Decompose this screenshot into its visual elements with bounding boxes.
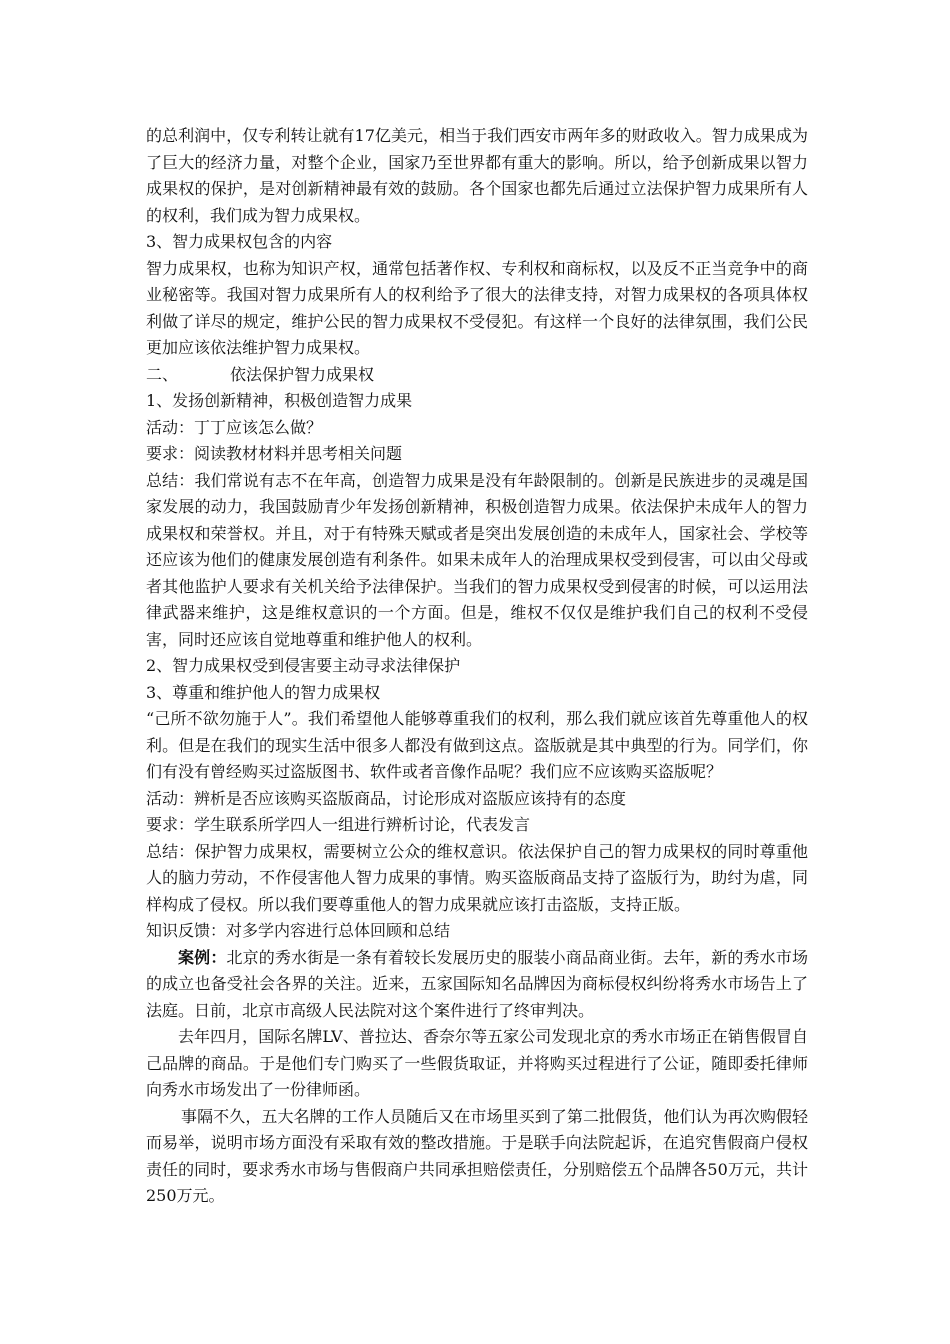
- section-title: 依法保护智力成果权: [230, 364, 375, 384]
- paragraph-piracy: “己所不欲勿施于人”。我们希望他人能够尊重我们的权利，那么我们就应该首先尊重他人的权利。但是在我们的现实生活中很多人都没有做到这点。盗版就是其中典型的行为。同学们，你们有没有曾经购买过盗版图书、软件或者音像作品呢？我们应不应该购买盗版呢？: [146, 709, 808, 781]
- knowledge-feedback: 知识反馈：对多学内容进行总体回顾和总结: [146, 921, 451, 940]
- case-paragraph-1: [146, 945, 808, 1025]
- heading-legal-protection: 2、智力成果权受到侵害要主动寻求法律保护: [146, 656, 461, 675]
- requirement-line-1: 要求：阅读教材材料并思考相关问题: [146, 444, 403, 463]
- case-paragraph-2: 去年四月，国际名牌LV、普拉达、香奈尔等五家公司发现北京的秀水市场正在销售假冒自己品牌的商品。于是他们专门购买了一些假货取证，并将购买过程进行了公证，随即委托律师向秀水市场发出了一份律师函。: [146, 1027, 808, 1099]
- case-text: 北京的秀水街是一条有着较长发展历史的服装小商品商业街。去年，新的秀水市场的成立也备受社会各界的关注。近来，五家国际知名品牌因为商标侵权纠纷将秀水市场告上了法庭。日前，北京市高级人民法院对这个案件进行了终审判决。: [146, 947, 808, 1020]
- activity-line-2: 活动：辨析是否应该购买盗版商品，讨论形成对盗版应该持有的态度: [146, 788, 627, 808]
- case-paragraph-3: 事隔不久，五大名牌的工作人员随后又在市场里买到了第二批假货，他们认为再次购假轻而易举，说明市场方面没有采取有效的整改措施。于是联手向法院起诉，在追究售假商户侵权责任的同时，要求秀水市场与售假商户共同承担赔偿责任，分别赔偿五个品牌各50万元，共计250万元。: [146, 1106, 808, 1205]
- activity-line-1: 活动：丁丁应该怎么做？: [146, 417, 323, 437]
- requirement-line-2: 要求：学生联系所学四人一组进行辨析讨论，代表发言: [146, 815, 531, 834]
- heading-rights-content: 3、智力成果权包含的内容: [146, 232, 333, 251]
- section-heading-two: [146, 362, 808, 389]
- section-number: 二、: [146, 364, 179, 384]
- heading-respect-others: 3、尊重和维护他人的智力成果权: [146, 682, 381, 702]
- paragraph-intellectual-achievements: 的总利润中，仅专利转让就有17亿美元，相当于我们西安市两年多的财政收入。智力成果成为了巨大的经济力量，对整个企业，国家乃至世界都有重大的影响。所以，给予创新成果以智力成果权的保护，是对创新精神最有效的鼓励。各个国家也都先后通过立法保护智力成果所有人的权利，我们成为智力成果权。: [146, 126, 808, 225]
- heading-innovation: 1、发扬创新精神，积极创造智力成果: [146, 391, 413, 410]
- document-body: [146, 123, 808, 1210]
- summary-paragraph-1: 总结：我们常说有志不在年高，创造智力成果是没有年龄限制的。创新是民族进步的灵魂是国家发展的动力，我国鼓励青少年发扬创新精神，积极创造智力成果。依法保护未成年人的智力成果权和荣誉权。并且，对于有特殊天赋或者是突出发展创造的未成年人，国家社会、学校等还应该为他们的健康发展创造有利条件。如果未成年人的治理成果权受到侵害，可以由父母或者其他监护人要求有关机关给予法律保护。当我们的智力成果权受到侵害的时候，可以运用法律武器来维护，这是维权意识的一个方面。但是，维权不仅仅是维护我们自己的权利不受侵害，同时还应该自觉地尊重和维护他人的权利。: [146, 470, 808, 649]
- summary-paragraph-2: 总结：保护智力成果权，需要树立公众的维权意识。依法保护自己的智力成果权的同时尊重他人的脑力劳动，不作侵害他人智力成果的事情。购买盗版商品支持了盗版行为，助纣为虐，同样构成了侵权。所以我们要尊重他人的智力成果就应该打击盗版，支持正版。: [146, 841, 808, 914]
- paragraph-rights-definition: 智力成果权，也称为知识产权，通常包括著作权、专利权和商标权，以及反不正当竞争中的商业秘密等。我国对智力成果所有人的权利给予了很大的法律支持，对智力成果权的各项具体权利做了详尽的规定，维护公民的智力成果权不受侵犯。有这样一个良好的法律氛围，我们公民更加应该依法维护智力成果权。: [146, 258, 808, 357]
- case-label: 案例：: [178, 947, 227, 967]
